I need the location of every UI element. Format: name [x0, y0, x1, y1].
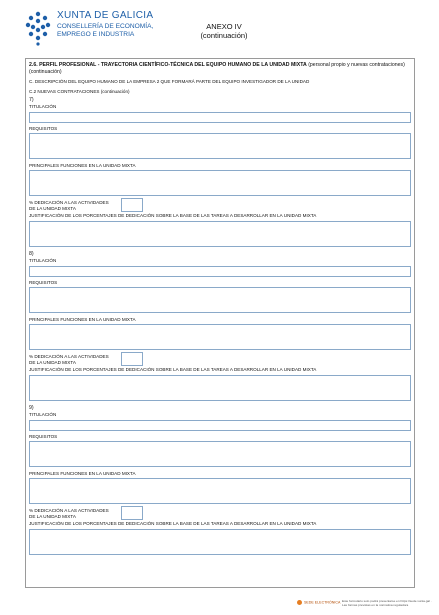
dedicacion-label-line2: DE LA UNIDAD MIXTA [29, 360, 76, 365]
org-department [57, 23, 153, 39]
funciones-label: PRINCIPALES FUNCIONES EN LA UNIDAD MIXTA [29, 471, 136, 476]
requisitos-label: REQUISITOS [29, 280, 58, 285]
org-logo-title: XUNTA DE GALICIA [57, 10, 154, 21]
document-header [0, 0, 439, 58]
titulacion-input-9[interactable] [29, 420, 411, 431]
titulacion-label: TITULACIÓN [29, 412, 57, 417]
funciones-label: PRINCIPALES FUNCIONES EN LA UNIDAD MIXTA [29, 317, 136, 322]
justificacion-input-8[interactable] [29, 375, 411, 401]
justificacion-label: JUSTIFICACIÓN DE LOS PORCENTAJES DE DEDICACIÓN SOBRE LA BASE DE LAS TAREAS A DESARROLLAR EN LA UNIDAD MIXTA [29, 521, 317, 526]
requisitos-label: REQUISITOS [29, 126, 58, 131]
dedicacion-label-line1: % DEDICACIÓN A LAS ACTIVIDADES [29, 200, 109, 205]
titulacion-label: TITULACIÓN [29, 258, 57, 263]
footer-note: Este formulario solo podrá presentarse en https://sede.xunta.gal · Las formas previstas en la normativa reguladora [342, 599, 432, 607]
section-title-rest: (personal propio y nuevas contrataciones) (continuación) [29, 62, 405, 75]
dedicacion-label-line2: DE LA UNIDAD MIXTA [29, 514, 76, 519]
dedicacion-label-line1: % DEDICACIÓN A LAS ACTIVIDADES [29, 508, 109, 513]
requisitos-input-7[interactable] [29, 133, 411, 159]
dedicacion-label-line2: DE LA UNIDAD MIXTA [29, 206, 76, 211]
funciones-input-7[interactable] [29, 170, 411, 196]
dedicacion-percent-input-7[interactable] [121, 198, 143, 212]
dedicacion-percent-input-8[interactable] [121, 352, 143, 366]
dedicacion-percent-input-9[interactable] [121, 506, 143, 520]
org-line-1: CONSELLERÍA DE ECONOMÍA, [57, 23, 154, 30]
badge-label: SEDE ELECTRÓNICA [304, 600, 341, 605]
requisitos-input-8[interactable] [29, 287, 411, 313]
subsection-c-heading: C. DESCRIPCIÓN DEL EQUIPO HUMANO DE LA EMPRESA 2 QUE FORMARÁ PARTE DEL EQUIPO INVESTIGADOR DE LA UNIDAD [29, 79, 310, 84]
justificacion-input-7[interactable] [29, 221, 411, 247]
requisitos-label: REQUISITOS [29, 434, 58, 439]
electronic-office-badge [297, 600, 340, 605]
annex-subtitle: (continuación) [200, 31, 248, 40]
justificacion-label: JUSTIFICACIÓN DE LOS PORCENTAJES DE DEDICACIÓN SOBRE LA BASE DE LAS TAREAS A DESARROLLAR EN LA UNIDAD MIXTA [29, 367, 317, 372]
seal-icon [297, 600, 302, 605]
section-title [29, 62, 413, 76]
funciones-label: PRINCIPALES FUNCIONES EN LA UNIDAD MIXTA [29, 163, 136, 168]
titulacion-label: TITULACIÓN [29, 104, 57, 109]
entry-number: 7) [29, 97, 34, 103]
justificacion-label: JUSTIFICACIÓN DE LOS PORCENTAJES DE DEDICACIÓN SOBRE LA BASE DE LAS TAREAS A DESARROLLAR EN LA UNIDAD MIXTA [29, 213, 317, 218]
subsection-c2-heading: C.2 NUEVAS CONTRATACIONES (continuación) [29, 89, 130, 94]
justificacion-input-9[interactable] [29, 529, 411, 555]
dedicacion-label-line1: % DEDICACIÓN A LAS ACTIVIDADES [29, 354, 109, 359]
funciones-input-8[interactable] [29, 324, 411, 350]
section-title-bold: 2.6. PERFIL PROFESIONAL - TRAYECTORIA CIENTÍFICO-TÉCNICA DEL EQUIPO HUMANO DE LA UNIDAD MIXTA [29, 62, 307, 68]
titulacion-input-7[interactable] [29, 112, 411, 123]
xunta-cross-logo-icon [24, 10, 52, 46]
entry-number: 9) [29, 405, 34, 411]
titulacion-input-8[interactable] [29, 266, 411, 277]
entry-number: 8) [29, 251, 34, 257]
requisitos-input-9[interactable] [29, 441, 411, 467]
annex-title: ANEXO IV [206, 22, 242, 31]
annex-heading [174, 22, 274, 40]
funciones-input-9[interactable] [29, 478, 411, 504]
org-line-2: EMPREGO E INDUSTRIA [57, 31, 135, 38]
